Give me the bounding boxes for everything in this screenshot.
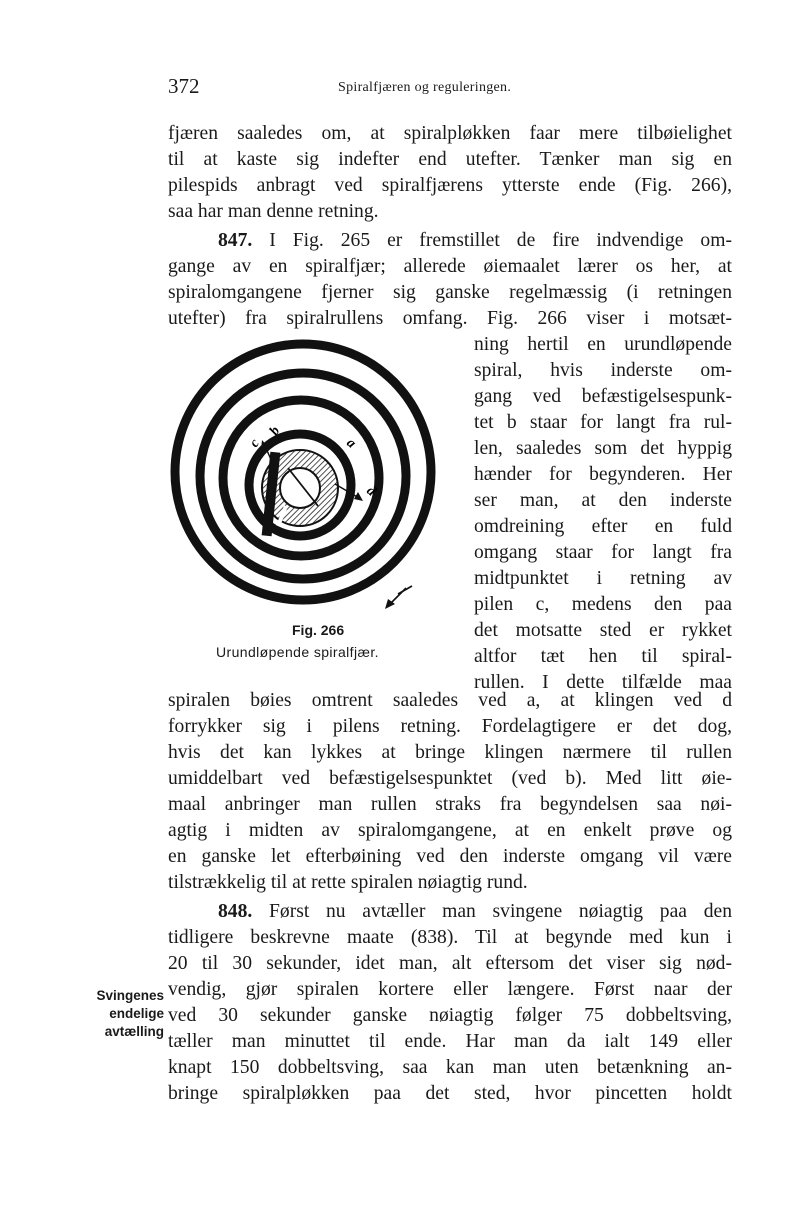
label-d: d	[363, 483, 379, 500]
text-line: vendig, gjør spiralen kortere eller længere. Først naar der	[168, 979, 732, 1000]
text-line: 20 til 30 sekunder, idet man, alt eftersom det viser sig nød-	[168, 953, 732, 974]
text-line: tidligere beskrevne maate (838). Til at begynde med kun i	[168, 927, 732, 948]
outer-end-tail	[398, 586, 412, 594]
text-line: saa har man denne retning.	[168, 201, 379, 222]
text-line: rullen. I dette tilfælde maa	[474, 672, 732, 693]
text-line: gange av en spiralfjær; allerede øiemaalet lærer os her, at	[168, 256, 732, 277]
text-line: pilespids anbragt ved spiralfjærens ytterste ende (Fig. 266),	[168, 175, 732, 196]
text-line: fjæren saaledes om, at spiralpløkken faar mere tilbøielighet	[168, 123, 732, 144]
text-line: ning hertil en urundløpende	[474, 334, 732, 355]
running-title: Spiralfjæren og reguleringen.	[338, 80, 512, 95]
text-line: tæller man minuttet til ende. Har man da ialt 149 eller	[168, 1031, 732, 1052]
text-line: ved 30 sekunder ganske nøiagtig følger 75 dobbeltsving,	[168, 1005, 732, 1026]
text-line: umiddelbart ved befæstigelsespunktet (ved b). Med litt øie-	[168, 768, 732, 789]
label-b: b	[266, 423, 284, 439]
figure-number: Fig. 266	[292, 622, 345, 638]
spiral-spring-figure	[160, 336, 460, 626]
text-line: len, saaledes som det hyppig	[474, 438, 732, 459]
margin-note-line: Svingenes	[96, 988, 164, 1003]
text-line: spiral, hvis inderste om-	[474, 360, 732, 381]
label-c: c	[246, 436, 263, 451]
text-line: pilen c, medens den paa	[474, 594, 732, 615]
text-line: til at kaste sig indefter end utefter. Tænker man sig en	[168, 149, 732, 170]
paragraph-848-first-line	[218, 900, 732, 924]
text-line: tilstrækkelig til at rette spiralen nøiagtig rund.	[168, 872, 528, 893]
text-line: altfor tæt hen til spiral-	[474, 646, 732, 667]
text-line: det motsatte sted er rykket	[474, 620, 732, 641]
figure-caption: Urundløpende spiralfjær.	[216, 644, 379, 660]
text-line: spiralomgangene fjerner sig ganske regelmæssig (i retningen	[168, 282, 732, 303]
margin-note-line: avtælling	[104, 1024, 164, 1039]
text-line: hænder for begynderen. Her	[474, 464, 732, 485]
text-line: midtpunktet i retning av	[474, 568, 732, 589]
text-line: gang ved befæstigelsespunk-	[474, 386, 732, 407]
paragraph-number: 848.	[218, 901, 253, 922]
page-number: 372	[168, 74, 200, 98]
paragraph-number: 847.	[218, 230, 253, 251]
text-line: forrykker sig i pilens retning. Fordelagtigere er det dog,	[168, 716, 732, 737]
margin-note-line: endelige	[109, 1006, 164, 1021]
text-line: tet b staar for langt fra rul-	[474, 412, 732, 433]
label-a: a	[343, 435, 359, 452]
text-line: agtig i midten av spiralomgangene, at en enkelt prøve og	[168, 820, 732, 841]
text-line: hvis det kan lykkes at bringe klingen nærmere til rullen	[168, 742, 732, 763]
text-line: omdreining efter en fuld	[474, 516, 732, 537]
text-span: Først nu avtæller man svingene nøiagtig paa den	[269, 901, 732, 922]
text-line: ser man, at den inderste	[474, 490, 732, 511]
text-line: spiralen bøies omtrent saaledes ved a, at klingen ved d	[168, 690, 732, 711]
text-line: bringe spiralpløkken paa det sted, hvor pincetten holdt	[168, 1083, 732, 1104]
paragraph-847-first-line	[218, 229, 732, 253]
text-span: I Fig. 265 er fremstillet de fire indvendige om-	[269, 230, 732, 251]
text-line: utefter) fra spiralrullens omfang. Fig. 266 viser i motsæt-	[168, 308, 732, 329]
text-line: omgang staar for langt fra	[474, 542, 732, 563]
text-line: knapt 150 dobbeltsving, saa kan man uten betænkning an-	[168, 1057, 732, 1078]
text-line: maal anbringer man rullen straks fra begyndelsen saa nøi-	[168, 794, 732, 815]
text-line: en ganske let efterbøining ved den inderste omgang vil være	[168, 846, 732, 867]
